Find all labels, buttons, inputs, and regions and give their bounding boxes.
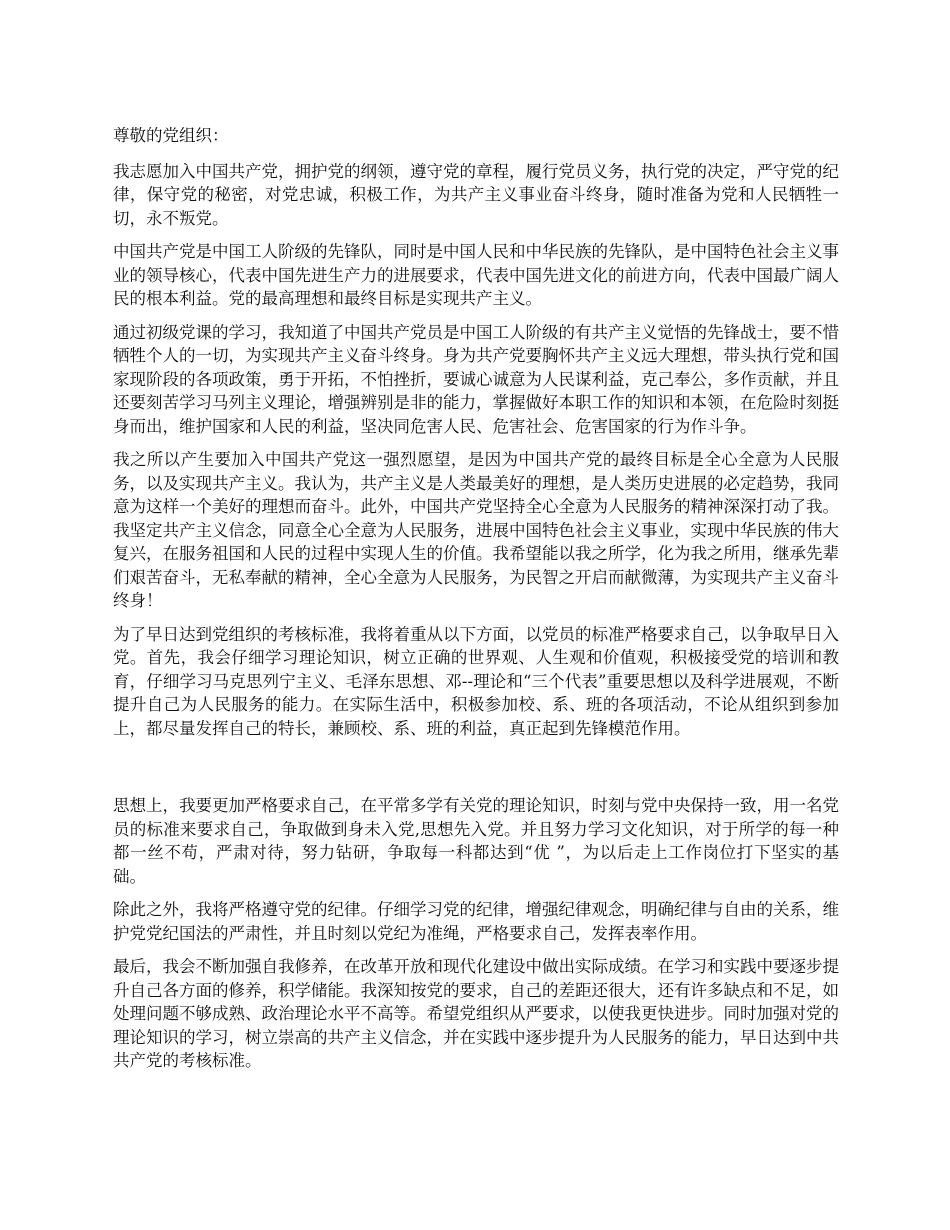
paragraph-discipline: 除此之外，我将严格遵守党的纪律。仔细学习党的纪律，增强纪律观念，明确纪律与自由的关系，维护党党纪国法的严肃性，并且时刻以党纪为准绳，严格要求自己，发挥表率作用。 — [113, 900, 839, 943]
paragraph-thought: 思想上，我要更加严格要求自己，在平常多学有关党的理论知识，时刻与党中央保持一致，用一名党员的标准来要求自己，争取做到身未入党,思想先入党。并且努力学习文化知识，对于所学的每一种都一丝不苟，严肃对待，努力钻研，争取每一科都达到“优 ”，为以后走上工作岗位打下坚实的基础。 — [113, 796, 839, 886]
paragraph-motivation: 我之所以产生要加入中国共产党这一强烈愿望，是因为中国共产党的最终目标是全心全意为人民服务，以及实现共产主义。我认为，共产主义是人类最美好的理想，是人类历史进展的必定趋势，我同意为这样一个美好的理想而奋斗。此外，中国共产党坚持全心全意为人民服务的精神深深打动了我。我坚定共产主义信念，同意全心全意为人民服务，进展中国特色社会主义事业，实现中华民族的伟大复兴，在服务祖国和人民的过程中实现人生的价值。我希望能以我之所学，化为我之所用，继承先辈们艰苦奋斗，无私奉献的精神，全心全意为人民服务，为民智之开启而献微薄，为实现共产主义奋斗终身！ — [113, 450, 839, 610]
salutation: 尊敬的党组织： — [113, 126, 229, 145]
paragraph-pledge: 我志愿加入中国共产党，拥护党的纲领，遵守党的章程，履行党员义务，执行党的决定，严守党的纪律，保守党的秘密，对党忠诚，积极工作，为共产主义事业奋斗终身，随时准备为党和人民牺牲一切，永不叛党。 — [113, 161, 839, 228]
blank-gap — [113, 750, 839, 794]
paragraph-party-nature: 中国共产党是中国工人阶级的先锋队，同时是中国人民和中华民族的先锋队，是中国特色社会主义事业的领导核心，代表中国先进生产力的进展要求，代表中国先进文化的前进方向，代表中国最广阔人民的根本利益。党的最高理想和最终目标是实现共产主义。 — [113, 242, 839, 308]
paragraph-plan: 为了早日达到党组织的考核标准，我将着重从以下方面，以党员的标准严格要求自己，以争取早日入党。首先，我会仔细学习理论知识，树立正确的世界观、人生观和价值观，积极接受党的培训和教育，仔细学习马克思列宁主义、毛泽东思想、邓--理论和“三个代表”重要思想以及科学进展观，不断提升自己为人民服务的能力。在实际生活中，积极参加校、系、班的各项活动，不论从组织到参加上，都尽量发挥自己的特长，兼顾校、系、班的利益，真正起到先锋模范作用。 — [113, 624, 839, 738]
paragraph-self-cultivation: 最后，我会不断加强自我修养，在改革开放和现代化建设中做出实际成绩。在学习和实践中要逐步提升自己各方面的修养，积学储能。我深知按党的要求，自己的差距还很大，还有许多缺点和不足，如处理问题不够成熟、政治理论水平不高等。希望党组织从严要求，以使我更快进步。同时加强对党的理论知识的学习，树立崇高的共产主义信念，并在实践中逐步提升为人民服务的能力，早日达到中共共产党的考核标准。 — [113, 957, 839, 1070]
paragraph-party-course: 通过初级党课的学习，我知道了中国共产党员是中国工人阶级的有共产主义觉悟的先锋战士，要不惜牺牲个人的一切，为实现共产主义奋斗终身。身为共产党要胸怀共产主义远大理想，带头执行党和国家现阶段的各项政策，勇于开拓，不怕挫折，要诚心诚意为人民谋利益，克己奉公，多作贡献，并且还要刻苦学习马列主义理论，增强辨别是非的能力，掌握做好本职工作的知识和本领，在危险时刻挺身而出，维护国家和人民的利益，坚决同危害人民、危害社会、危害国家的行为作斗争。 — [113, 322, 839, 436]
letter-page — [113, 124, 839, 1083]
